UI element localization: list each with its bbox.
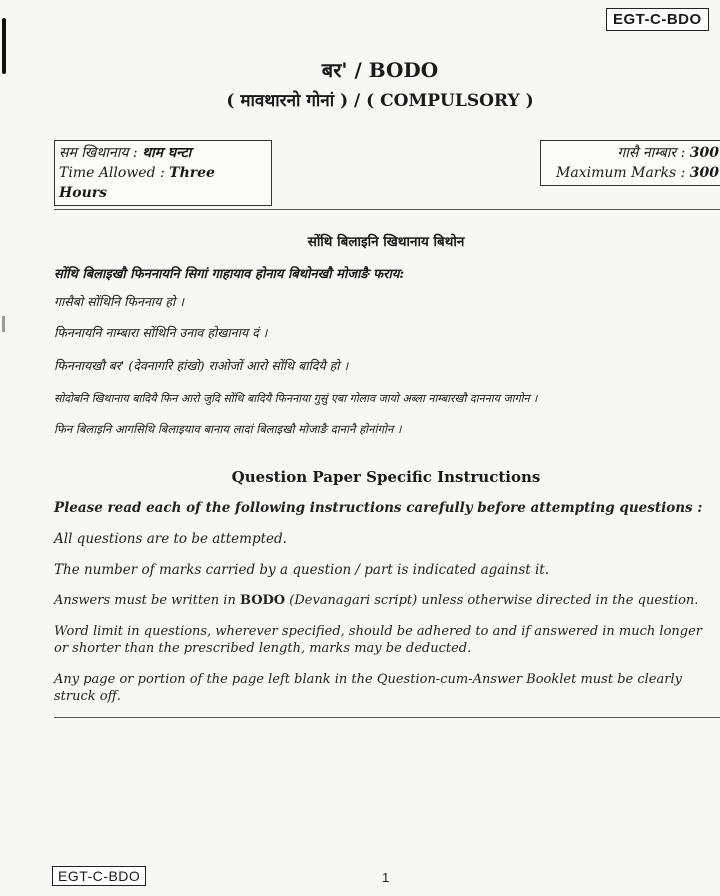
divider [54, 717, 720, 718]
english-instruction-continued: struck off. [54, 689, 121, 704]
english-instruction: All questions are to be attempted. [54, 531, 287, 547]
paper-code-badge [606, 8, 709, 31]
english-instruction: Word limit in questions, wherever specified, should be adhered to and if answered in much longer [54, 624, 703, 639]
footer-code-badge [52, 866, 146, 886]
time-allowed-box [54, 140, 272, 206]
divider [54, 209, 720, 210]
maximum-marks-en: Maximum Marks : 300 [556, 165, 719, 181]
page-subtitle: ( मावथारनो गोनां ) / ( COMPULSORY ) [226, 91, 534, 111]
english-instructions-intro: Please read each of the following instructions carefully before attempting questions : [54, 500, 703, 516]
time-allowed-bodo: सम खिथानाय : थाम घन्टा [59, 145, 192, 161]
bodo-instruction: सोदोबनि खिथानाय बादियै फिन आरो जुदि सोंथि बादियै फिननाया गुसुं एबा गोलाव जायो अब्ला नाम्बारखौ दाननाय जागोन । [54, 392, 538, 405]
footer-paper-code: EGT-C-BDO [58, 868, 141, 884]
maximum-marks-box [540, 140, 720, 186]
bodo-instruction: फिननायनि नाम्बारा सोंथिनि उनाव होखानाय दं । [54, 325, 268, 340]
page-title: बर' / BODO [321, 58, 439, 82]
english-instruction: Answers must be written in BODO (Devanagari script) unless otherwise directed in the question. [54, 593, 699, 608]
time-allowed-en: Time Allowed : Three Hours [59, 165, 215, 201]
page-number: 1 [382, 870, 390, 885]
bodo-instructions-intro: सोंथि बिलाइखौ फिननायनि सिगां गाहायाव होनाय बिथोनखौ मोजाङै फराय: [54, 267, 405, 282]
bodo-instruction: गासैबो सोंथिनि फिननाय हो । [54, 294, 184, 309]
english-instruction-continued: or shorter than the prescribed length, marks may be deducted. [54, 641, 472, 656]
paper-code: EGT-C-BDO [613, 11, 702, 28]
english-instruction: Any page or portion of the page left blank in the Question-cum-Answer Booklet must be clearly [54, 672, 682, 687]
bodo-instructions-heading: सोंथि बिलाइनि खिथानाय बिथोन [307, 234, 465, 250]
english-instruction: The number of marks carried by a question / part is indicated against it. [54, 562, 550, 578]
scan-mark [2, 316, 5, 332]
maximum-marks-bodo: गासै नाम्बार : 300 [617, 145, 719, 161]
english-instructions-heading: Question Paper Specific Instructions [231, 468, 541, 486]
bodo-instruction: फिननायखौ बर' (देवनागरि हांखो) राओजों आरो सोंथि बादियै हो । [54, 358, 349, 373]
bodo-instruction: फिन बिलाइनि आगसिथि बिलाइयाव बानाय लादां बिलाइखौ मोजाङै दानानै होनांगोन । [54, 422, 402, 436]
